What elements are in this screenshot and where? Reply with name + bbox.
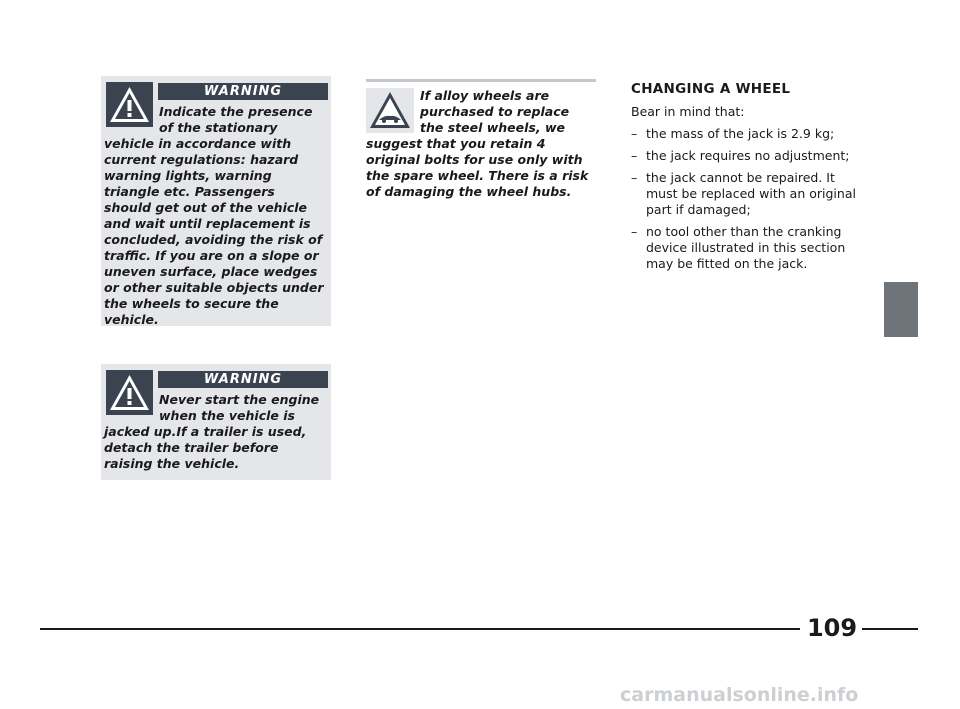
page-number: 109 bbox=[806, 614, 858, 642]
list-item: – no tool other than the cranking device illustrated in this section may be fitted on the jack. bbox=[631, 224, 846, 271]
warning-box-traffic bbox=[101, 76, 331, 326]
list-item: – the mass of the jack is 2.9 kg; bbox=[631, 126, 835, 141]
jack-notes-list bbox=[631, 126, 863, 272]
footer-rule bbox=[862, 628, 918, 630]
list-item: – the jack requires no adjustment; bbox=[631, 148, 850, 163]
warning-box-engine bbox=[101, 364, 331, 480]
section-title: CHANGING A WHEEL bbox=[631, 81, 791, 97]
warning-header: WARNING bbox=[158, 83, 328, 100]
list-item: – the jack cannot be repaired. It must be replaced with an original part if damaged; bbox=[631, 170, 856, 217]
alloy-note-text: If alloy wheels are purchased to replace the steel wheels, we suggest that you retain 4 original bolts for use only with the spare wheel. There is a risk of damaging the wheel hubs. bbox=[366, 88, 589, 199]
changing-wheel-section bbox=[631, 80, 863, 278]
alloy-wheel-note bbox=[366, 88, 594, 200]
warning-header: WARNING bbox=[158, 371, 328, 388]
watermark: carmanualsonline.info bbox=[620, 684, 859, 706]
section-intro: Bear in mind that: bbox=[631, 104, 745, 119]
environment-triangle-icon bbox=[366, 88, 414, 133]
footer-rule bbox=[40, 628, 800, 630]
chapter-tab bbox=[884, 282, 918, 337]
warning-text: Never start the engine when the vehicle is jacked up.If a trailer is used, detach the trailer before raising the vehicle. bbox=[104, 392, 320, 471]
note-divider bbox=[366, 79, 596, 82]
warning-text: Indicate the presence of the stationary vehicle in accordance with current regulations: hazard warning lights, warning triangle etc. Passengers should get out of the vehicle and wait until replacement is concluded, avoiding the risk of traffic. If you are on a slope or uneven surface, place wedges or other suitable objects under the wheels to secure the vehicle. bbox=[104, 104, 324, 327]
